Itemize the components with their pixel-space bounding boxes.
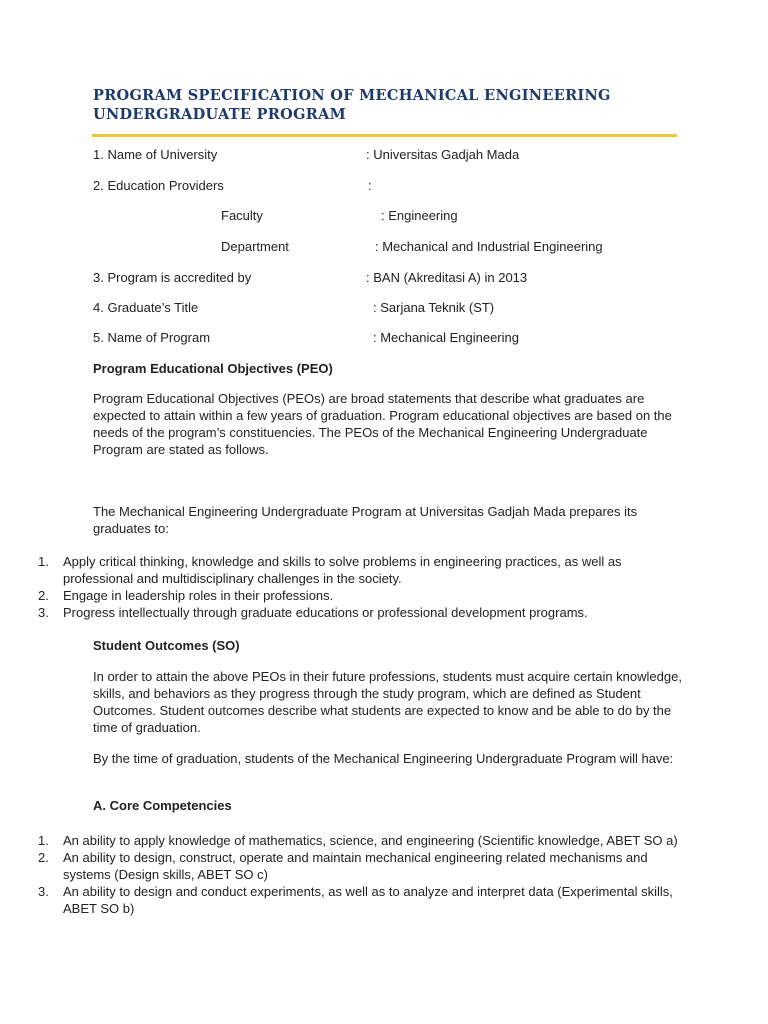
department-label: Department	[221, 239, 289, 254]
list-item	[38, 849, 683, 883]
accreditation-value: : BAN (Akreditasi A) in 2013	[366, 270, 528, 285]
faculty-value: : Engineering	[381, 208, 458, 223]
accreditation-label: 3. Program is accredited by	[93, 270, 252, 285]
core-competencies-heading: A. Core Competencies	[93, 798, 232, 813]
list-number: 3.	[38, 605, 49, 620]
program-name-label: 5. Name of Program	[93, 330, 211, 345]
list-text: Apply critical thinking, knowledge and skills to solve problems in engineering practices, as well as professional and multidisciplinary challenges in the society.	[63, 554, 622, 586]
list-number: 2.	[38, 850, 49, 865]
university-label: 1. Name of University	[93, 147, 218, 162]
peo-intro-paragraph: Program Educational Objectives (PEOs) are broad statements that describe what graduates are expected to attain within a few years of graduation. Program educational objectives are based on the needs of the program’s constituencies. The PEOs of the Mechanical Engineering Undergraduate Program are stated as follows.	[93, 391, 672, 457]
peo-heading: Program Educational Objectives (PEO)	[93, 361, 333, 376]
list-item	[38, 832, 683, 849]
list-item	[38, 553, 683, 587]
list-text: Progress intellectually through graduate educations or professional development programs.	[63, 605, 588, 620]
title-underline	[92, 134, 677, 137]
core-competencies-list	[38, 832, 683, 917]
list-item	[38, 587, 683, 604]
list-text: An ability to design, construct, operate and maintain mechanical engineering related mechanisms and systems (Design skills, ABET SO c)	[63, 850, 648, 882]
list-item	[38, 883, 683, 917]
so-lead-paragraph: By the time of graduation, students of the Mechanical Engineering Undergraduate Program will have:	[93, 751, 674, 766]
list-number: 2.	[38, 588, 49, 603]
university-value: : Universitas Gadjah Mada	[366, 147, 520, 162]
list-text: An ability to design and conduct experiments, as well as to analyze and interpret data (Experimental skills, ABET SO b)	[63, 884, 673, 916]
providers-value: :	[368, 178, 372, 193]
so-intro-paragraph: In order to attain the above PEOs in their future professions, students must acquire certain knowledge, skills, and behaviors as they progress through the study program, which are defined as Student Outcomes. Student outcomes describe what students are expected to know and be able to do by the time of graduation.	[93, 669, 682, 735]
program-name-value: : Mechanical Engineering	[373, 330, 519, 345]
faculty-label: Faculty	[221, 208, 263, 223]
graduate-title-label: 4. Graduate’s Title	[93, 300, 199, 315]
list-number: 1.	[38, 833, 49, 848]
peo-list	[38, 553, 683, 621]
providers-label: 2. Education Providers	[93, 178, 224, 193]
list-text: An ability to apply knowledge of mathematics, science, and engineering (Scientific knowledge, ABET SO a)	[63, 833, 678, 848]
document-title: PROGRAM SPECIFICATION OF MECHANICAL ENGINEERING UNDERGRADUATE PROGRAM	[93, 87, 611, 123]
list-text: Engage in leadership roles in their professions.	[63, 588, 334, 603]
list-item	[38, 604, 683, 621]
so-heading: Student Outcomes (SO)	[93, 638, 240, 653]
peo-lead-paragraph: The Mechanical Engineering Undergraduate Program at Universitas Gadjah Mada prepares its graduates to:	[93, 504, 638, 536]
list-number: 1.	[38, 554, 49, 569]
list-number: 3.	[38, 884, 49, 899]
department-value: : Mechanical and Industrial Engineering	[375, 239, 603, 254]
graduate-title-value: : Sarjana Teknik (ST)	[373, 300, 495, 315]
